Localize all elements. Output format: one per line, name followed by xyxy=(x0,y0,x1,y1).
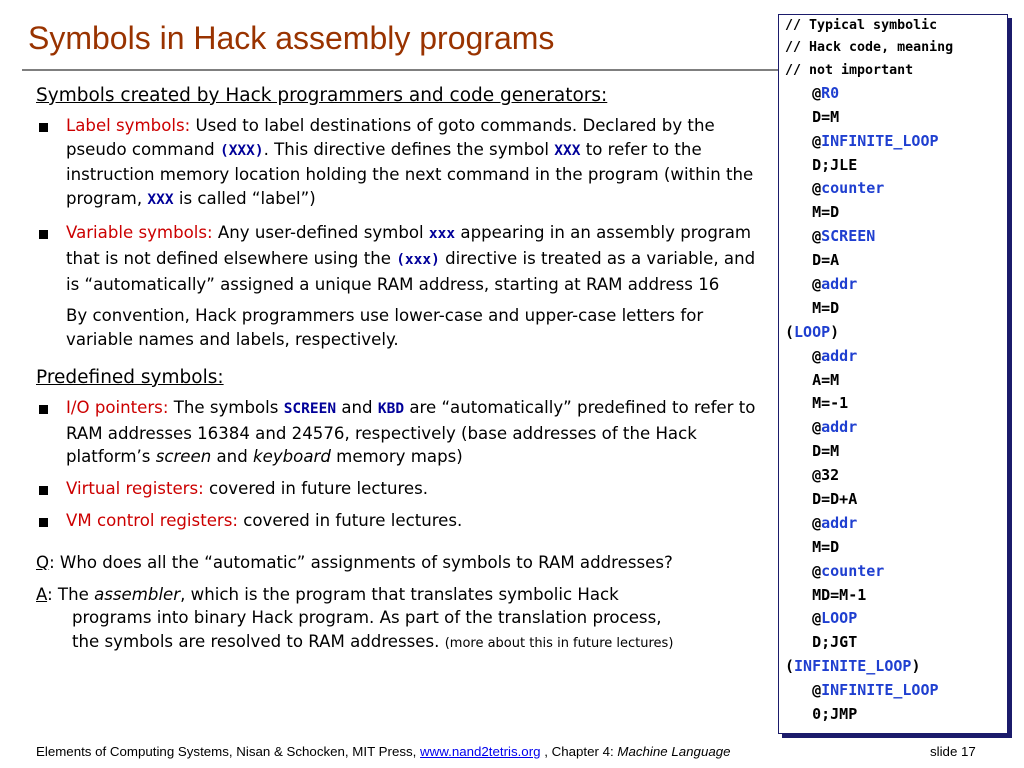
code-text: ) xyxy=(830,322,840,341)
convention-paragraph: By convention, Hack programmers use lower-case and upper-case letters for variable names and labels, respectively. xyxy=(66,306,704,350)
text: Any user-defined symbol xyxy=(212,222,429,242)
code-text: MD=M-1 xyxy=(785,585,867,604)
code-symbol: addr xyxy=(821,418,858,437)
text: covered in future lectures. xyxy=(203,479,429,499)
bullet-virtual-registers xyxy=(36,477,758,501)
code-xxx-directive: (xxx) xyxy=(396,251,440,268)
square-bullet-icon xyxy=(39,486,48,495)
code-text: M=-1 xyxy=(785,394,849,413)
footer-text: Elements of Computing Systems, Nisan & Schocken, MIT Press, xyxy=(36,744,421,759)
text: is called “label”) xyxy=(173,189,316,209)
term-vm-control-registers: VM control registers: xyxy=(66,510,238,530)
text: the symbols are resolved to RAM addresses. xyxy=(72,632,445,652)
code-text: @ xyxy=(785,346,822,365)
code-symbol: INFINITE_LOOP xyxy=(821,681,939,700)
code-text: @ xyxy=(785,561,822,580)
code-line xyxy=(779,273,1007,297)
code-line xyxy=(779,82,1007,106)
text: : The xyxy=(47,584,95,604)
code-line xyxy=(779,369,1007,393)
code-text: @ xyxy=(785,513,822,532)
code-symbol: addr xyxy=(821,513,858,532)
code-text: D=A xyxy=(785,251,840,270)
emphasis-screen: screen xyxy=(155,447,212,467)
text: Used to label destinations of goto commands. Declared by the pseudo command xyxy=(66,115,715,159)
code-line xyxy=(779,297,1007,321)
bullet-io-pointers xyxy=(36,396,758,469)
square-bullet-icon xyxy=(39,518,48,527)
code-symbol: R0 xyxy=(821,83,840,102)
text: memory maps) xyxy=(330,447,463,467)
code-text: ) xyxy=(911,657,921,676)
text: to refer to the instruction memory location holding the next command in the program (within the program, xyxy=(66,139,754,209)
term-io-pointers: I/O pointers: xyxy=(66,397,169,417)
code-text: @ xyxy=(785,179,822,198)
code-line xyxy=(779,440,1007,464)
code-line xyxy=(779,345,1007,369)
code-line xyxy=(779,584,1007,608)
code-line xyxy=(779,154,1007,178)
code-line xyxy=(779,512,1007,536)
bullet-vm-control-registers xyxy=(36,509,758,533)
code-text: @ xyxy=(785,83,822,102)
main-content xyxy=(36,84,758,664)
bullet-label-symbols xyxy=(36,114,758,213)
code-text: @ xyxy=(785,131,822,150)
code-line xyxy=(779,536,1007,560)
code-line xyxy=(779,464,1007,488)
code-text: @ xyxy=(785,609,822,628)
square-bullet-icon xyxy=(39,230,48,239)
code-xxx: xxx xyxy=(428,225,456,242)
code-xxx-directive: (XXX) xyxy=(219,142,264,159)
answer-label: A xyxy=(36,584,48,604)
term-colon: : xyxy=(207,222,213,242)
text: . This directive defines the symbol xyxy=(263,139,555,159)
term-colon: : xyxy=(184,115,191,135)
code-screen: SCREEN xyxy=(283,400,337,417)
code-line xyxy=(779,703,1007,727)
code-line xyxy=(779,130,1007,154)
code-line xyxy=(779,631,1007,655)
section-heading-predefined-symbols: Predefined symbols: xyxy=(36,366,224,388)
term-variable-symbols: Variable symbols xyxy=(66,222,208,242)
code-symbol: LOOP xyxy=(821,609,858,628)
code-comment-line: // not important xyxy=(785,62,914,78)
code-text: 0;JMP xyxy=(785,705,858,724)
text: and xyxy=(211,447,254,467)
code-text: D=D+A xyxy=(785,490,858,509)
code-symbol: counter xyxy=(821,179,885,198)
text: directive is treated as a variable, and is “automatically” assigned a unique RAM address, starting at RAM address 16 xyxy=(66,248,756,294)
question xyxy=(36,551,758,575)
answer-line xyxy=(36,630,758,656)
code-text: D;JGT xyxy=(785,633,858,652)
code-text: M=D xyxy=(785,298,840,317)
square-bullet-icon xyxy=(39,123,48,132)
text: , which is the program that translates symbolic Hack xyxy=(180,584,619,604)
code-line xyxy=(779,249,1007,273)
code-line xyxy=(779,560,1007,584)
text: and xyxy=(336,397,378,417)
code-example-box xyxy=(778,14,1008,734)
code-text: @ xyxy=(785,227,822,246)
text: The symbols xyxy=(168,397,284,417)
emphasis-keyboard: keyboard xyxy=(253,447,331,467)
footer-chapter-name: Machine Language xyxy=(617,744,731,759)
code-text: M=D xyxy=(785,203,840,222)
text: appearing in an assembly program that is not defined elsewhere using the xyxy=(66,222,752,268)
code-line xyxy=(779,201,1007,225)
code-text: D=M xyxy=(785,107,840,126)
code-line xyxy=(779,177,1007,201)
question-label: Q xyxy=(36,552,50,572)
bullet-variable-symbols xyxy=(36,221,758,296)
code-text: D=M xyxy=(785,442,840,461)
code-line xyxy=(779,321,1007,345)
code-symbol: counter xyxy=(821,561,885,580)
code-line xyxy=(779,488,1007,512)
code-line xyxy=(779,416,1007,440)
code-symbol: addr xyxy=(821,346,858,365)
text: covered in future lectures. xyxy=(237,510,463,530)
answer-line: programs into binary Hack program. As part of the translation process, xyxy=(72,608,662,628)
code-line xyxy=(779,225,1007,249)
code-comment-line: // Hack code, meaning xyxy=(785,40,954,56)
text: are “automatically” predefined to refer to RAM addresses 16384 and 24576, respectively (base addresses of the Hack platform’s xyxy=(66,397,756,467)
footer xyxy=(36,744,731,759)
emphasis-assembler: assembler xyxy=(94,584,181,604)
code-line xyxy=(779,655,1007,679)
code-text: M=D xyxy=(785,537,840,556)
code-text: D;JLE xyxy=(785,155,858,174)
code-symbol: INFINITE_LOOP xyxy=(794,657,912,676)
code-text: @ xyxy=(785,681,822,700)
code-line xyxy=(779,607,1007,631)
code-line xyxy=(779,392,1007,416)
code-line xyxy=(779,106,1007,130)
code-line xyxy=(779,679,1007,703)
code-comment-line: // Typical symbolic xyxy=(785,18,938,33)
code-symbol: SCREEN xyxy=(821,227,876,246)
code-kbd: KBD xyxy=(377,400,405,417)
square-bullet-icon xyxy=(39,405,48,414)
title-divider xyxy=(22,69,778,71)
section-heading-programmer-symbols: Symbols created by Hack programmers and code generators: xyxy=(36,85,608,106)
term-label-symbols: Label symbols xyxy=(66,115,185,135)
code-symbol: LOOP xyxy=(794,322,831,341)
code-xxx: XXX xyxy=(147,192,174,209)
slide-number: slide 17 xyxy=(930,744,976,759)
code-symbol: addr xyxy=(821,275,858,294)
code-text: A=M xyxy=(785,370,840,389)
question-text: : Who does all the “automatic” assignments of symbols to RAM addresses? xyxy=(49,552,673,572)
code-text: ( xyxy=(785,657,795,676)
footer-link[interactable]: www.nand2tetris.org xyxy=(420,744,541,759)
code-symbol: INFINITE_LOOP xyxy=(821,131,939,150)
answer xyxy=(36,583,758,656)
term-virtual-registers: Virtual registers: xyxy=(66,479,204,499)
code-text: @32 xyxy=(785,466,840,485)
footer-text: , Chapter 4: xyxy=(540,744,618,759)
code-text: @ xyxy=(785,275,822,294)
code-xxx: XXX xyxy=(554,142,581,159)
code-text: @ xyxy=(785,418,822,437)
code-text: ( xyxy=(785,322,795,341)
small-note: (more about this in future lectures) xyxy=(444,636,674,652)
slide-title: Symbols in Hack assembly programs xyxy=(28,20,555,56)
